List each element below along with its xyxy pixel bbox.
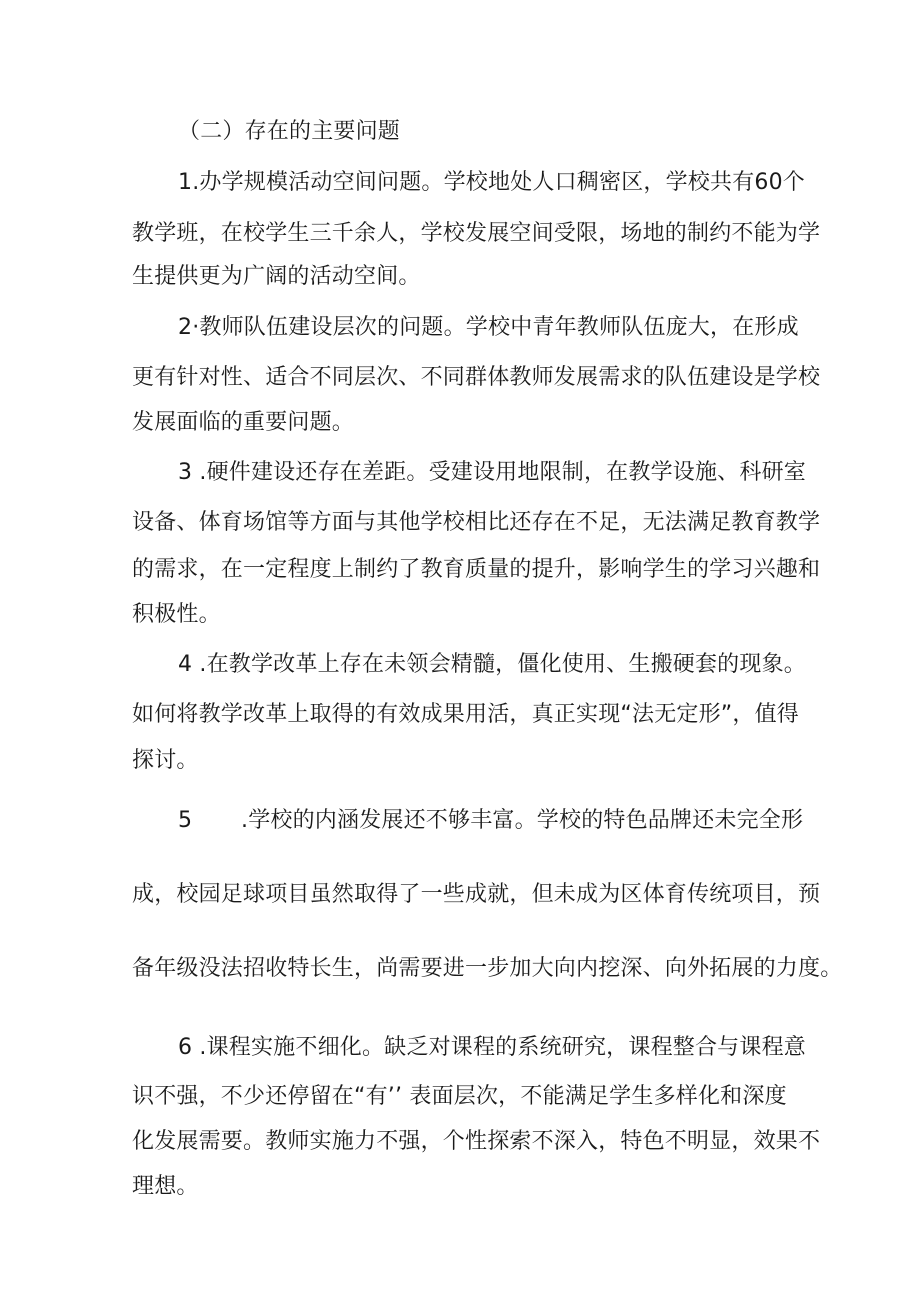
item-5-number: 5	[178, 808, 193, 833]
item-4-line-3: 探讨。	[132, 748, 199, 773]
item-4-line-1: 4 .在教学改革上存在未领会精髓，僵化使用、生搬硬套的现象。	[178, 652, 806, 677]
section-title: （二）存在的主要问题	[178, 119, 401, 144]
item-6-line-3: 化发展需要。教师实施力不强，个性探索不深入，特色不明显，效果不	[132, 1129, 821, 1154]
item-2-line-2: 更有针对性、适合不同层次、不同群体教师发展需求的队伍建设是学校	[132, 365, 821, 390]
item-1-line-3: 生提供更为广阔的活动空间。	[132, 264, 421, 289]
item-5-line-1: .学校的内涵发展还不够丰富。学校的特色品牌还未完全形	[241, 808, 804, 833]
item-6-line-2: 识不强，不少还停留在“有’’ 表面层次，不能满足学生多样化和深度	[132, 1084, 787, 1109]
item-3-line-4: 积极性。	[132, 602, 221, 627]
item-1-line-2: 教学班，在校学生三千余人，学校发展空间受限，场地的制约不能为学	[132, 221, 821, 246]
item-1-line-1: 1.办学规模活动空间问题。学校地处人口稠密区，学校共有60个	[178, 170, 805, 195]
item-4-line-2: 如何将教学改革上取得的有效成果用活，真正实现“法无定形”，值得	[132, 702, 799, 727]
item-5-line-2: 成，校园足球项目虽然取得了一些成就，但未成为区体育传统项目，预	[132, 882, 821, 907]
item-3-line-2: 设备、体育场馆等方面与其他学校相比还存在不足，无法满足教育教学	[132, 510, 821, 535]
item-3-line-3: 的需求，在一定程度上制约了教育质量的提升，影响学生的学习兴趣和	[132, 557, 821, 582]
item-6-line-4: 理想。	[132, 1174, 199, 1199]
item-3-line-1: 3 .硬件建设还存在差距。受建设用地限制，在教学设施、科研室	[178, 460, 806, 485]
item-5-line-3: 备年级没法招收特长生，尚需要进一步加大向内挖深、向外拓展的力度。	[132, 956, 843, 981]
item-6-line-1: 6 .课程实施不细化。缺乏对课程的系统研究，课程整合与课程意	[178, 1035, 806, 1060]
item-2-line-3: 发展面临的重要问题。	[132, 410, 355, 435]
item-2-line-1: 2·教师队伍建设层次的问题。学校中青年教师队伍庞大，在形成	[178, 315, 799, 340]
